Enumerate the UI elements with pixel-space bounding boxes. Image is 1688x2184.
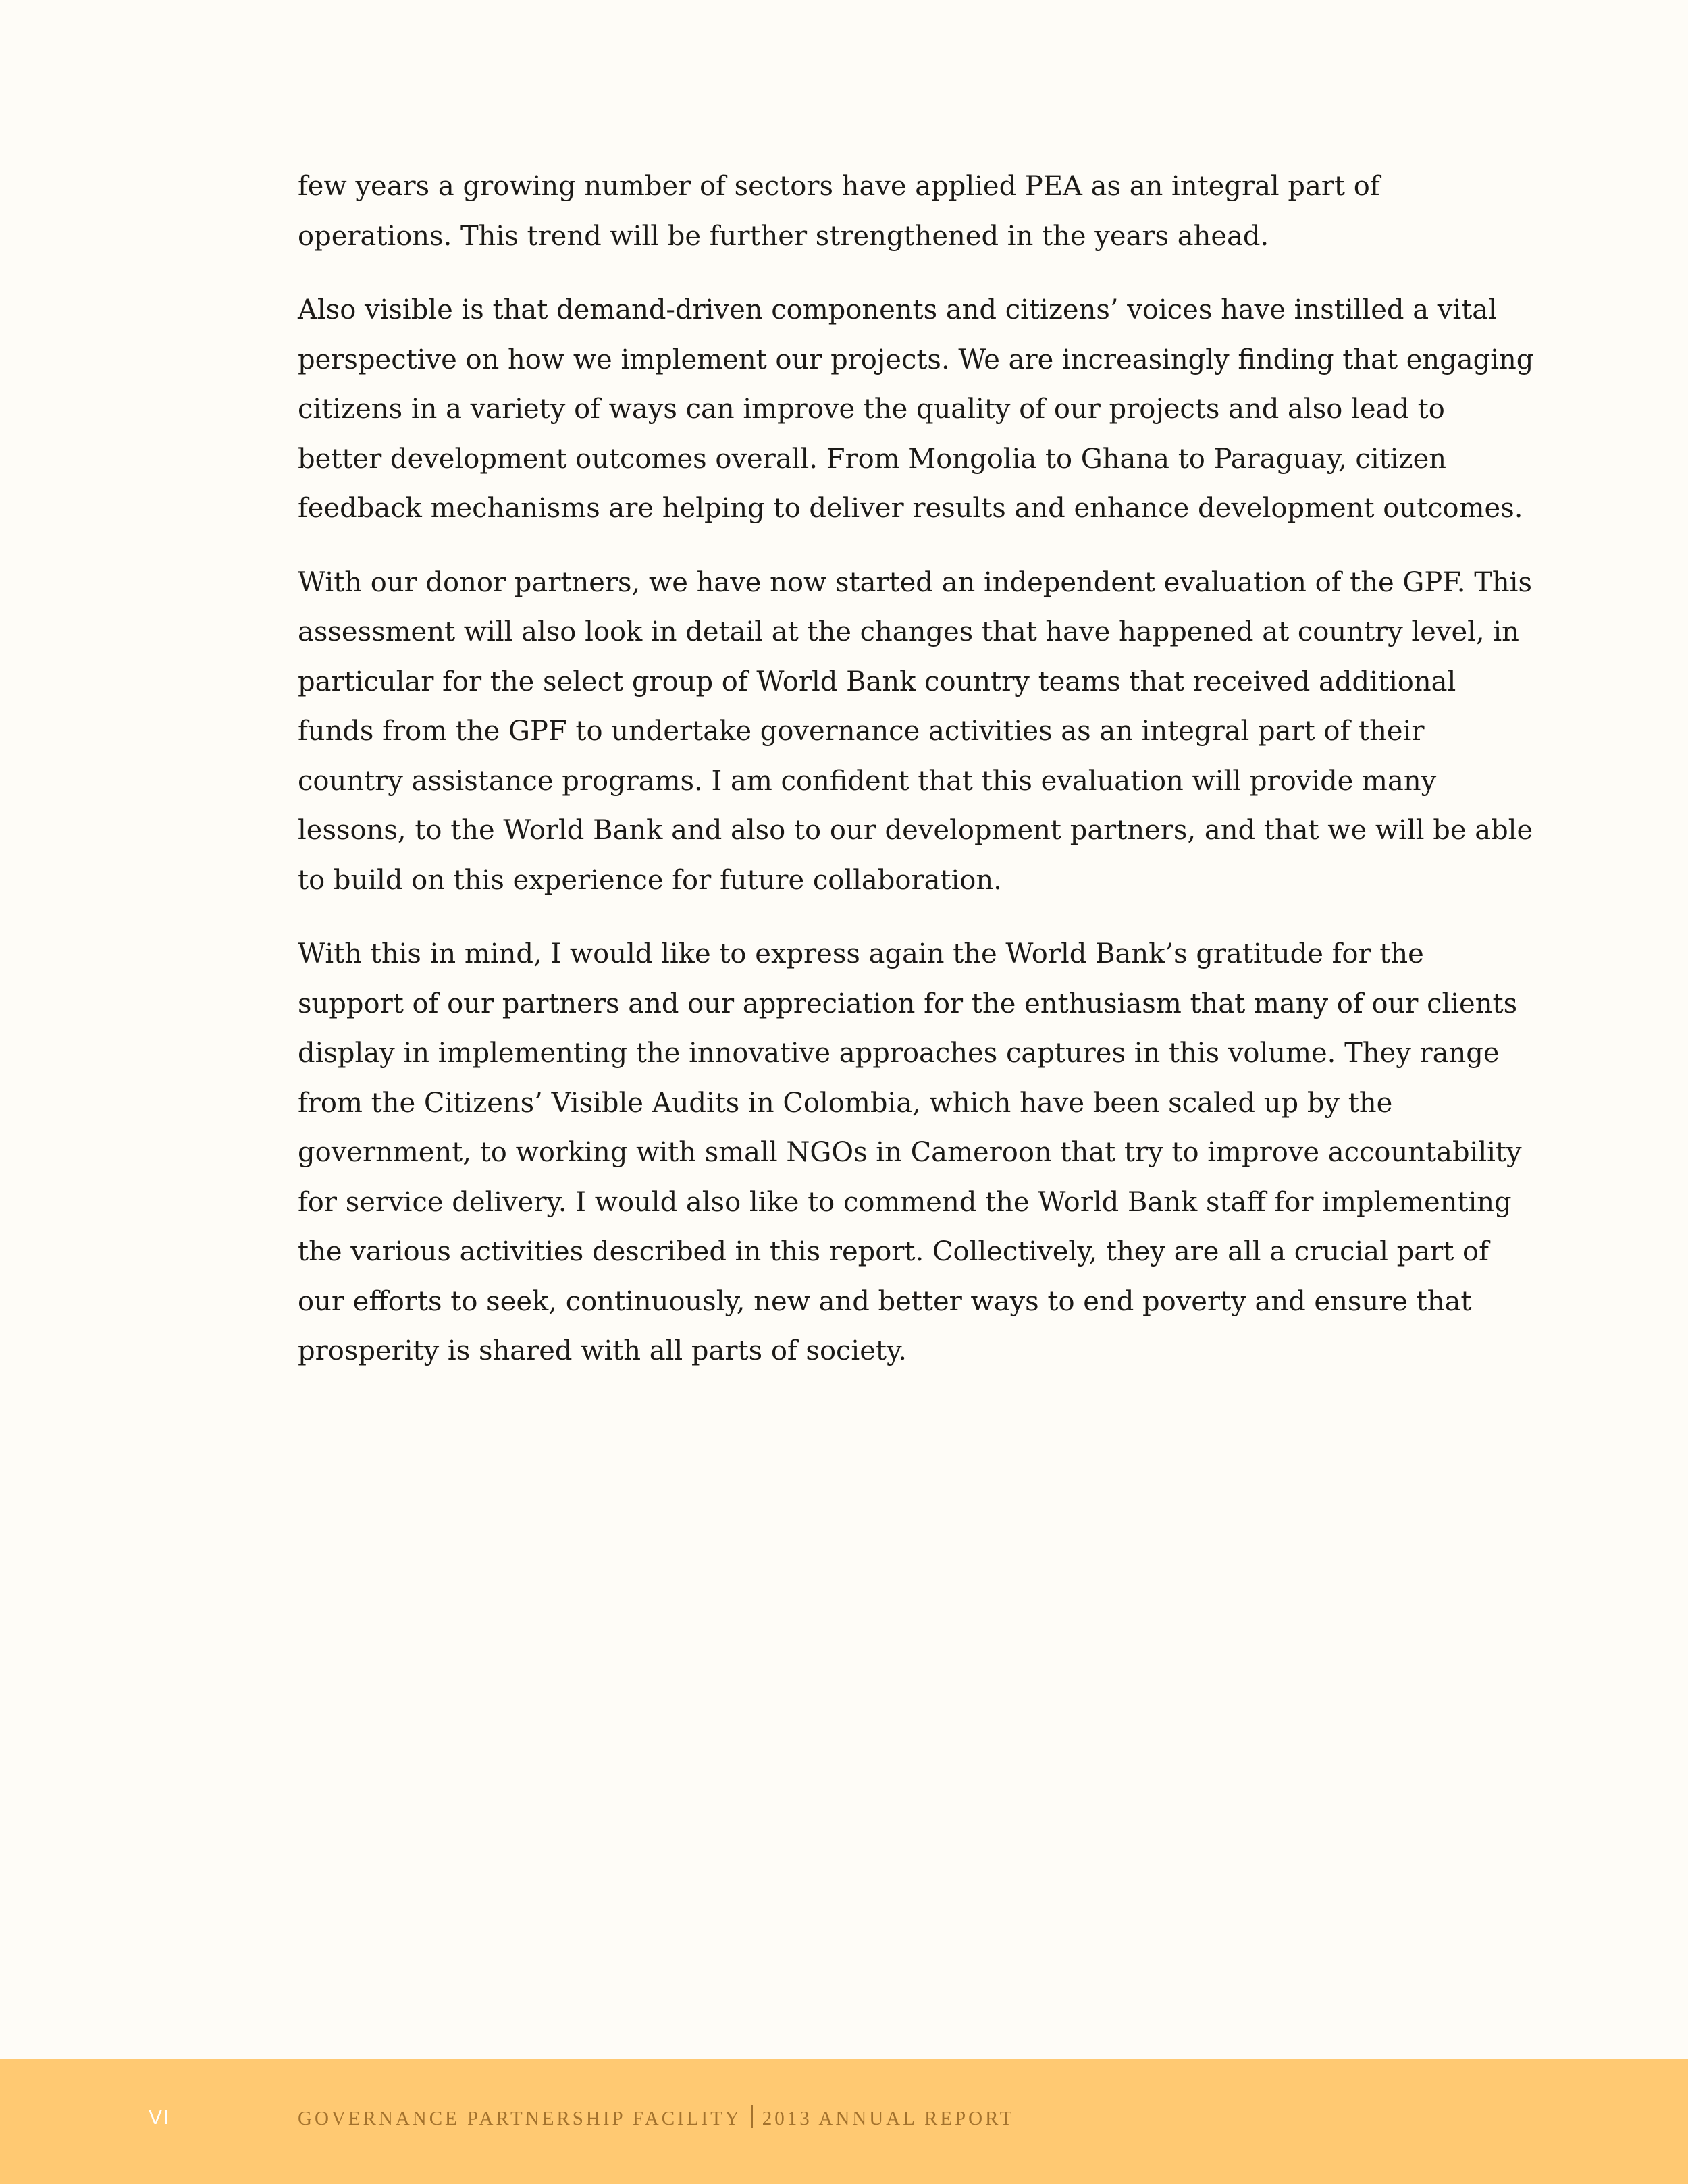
report-title: 2013 ANNUAL REPORT xyxy=(762,2108,1015,2129)
body-paragraph-3: With our donor partners, we have now started an independent evaluation of the GPF. This assessment will also look in detail at the changes that have happened at country level, in particular for the select group of World Bank country teams that received additional funds from the GPF to undertake governance activities as an integral part of their country assistance programs. I am confident that this evaluation will provide many lessons, to the World Bank and also to our development partners, and that we will be able to build on this experience for future collaboration. xyxy=(298,566,1533,896)
publication-title: GOVERNANCE PARTNERSHIP FACILITY xyxy=(298,2108,742,2129)
body-paragraph-2: Also visible is that demand-driven components and citizens’ voices have instilled a vital perspective on how we implement our projects. We are increasingly finding that engaging citizens in a variety of ways can improve the quality of our projects and also lead to better development outcomes overall. From Mongolia to Ghana to Paraguay, citizen feedback mechanisms are helping to deliver results and enhance development outcomes. xyxy=(298,294,1534,524)
running-footer xyxy=(298,2105,1014,2130)
footer-divider xyxy=(751,2105,753,2128)
body-paragraph-1: few years a growing number of sectors have applied PEA as an integral part of operations. This trend will be further strengthened in the years ahead. xyxy=(298,171,1380,252)
page-number: VI xyxy=(149,2106,171,2129)
body-paragraph-4: With this in mind, I would like to express again the World Bank’s gratitude for the support of our partners and our appreciation for the enthusiasm that many of our clients display in implementing the innovative approaches captures in this volume. They range from the Citizens’ Visible Audits in Colombia, which have been scaled up by the government, to working with small NGOs in Cameroon that try to improve accountability for service delivery. I would also like to commend the World Bank staff for implementing the various activities described in this report. Collectively, they are all a crucial part of our efforts to seek, continuously, new and better ways to end poverty and ensure that prosperity is shared with all parts of society. xyxy=(298,938,1522,1366)
page-body xyxy=(298,162,1537,1401)
